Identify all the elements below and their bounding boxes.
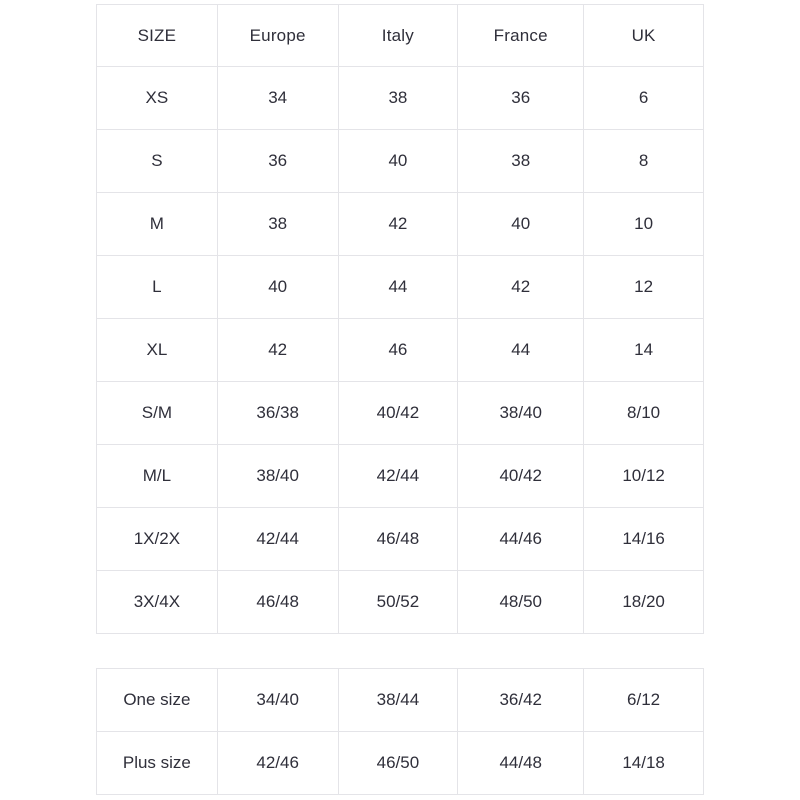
cell-europe: 34 — [217, 67, 338, 130]
row-label: 3X/4X — [97, 571, 218, 634]
cell-uk: 6/12 — [584, 669, 704, 732]
cell-uk: 10/12 — [584, 445, 704, 508]
column-header-uk: UK — [584, 5, 704, 67]
table-row — [97, 732, 704, 795]
table-header-row — [97, 5, 704, 67]
row-label: M/L — [97, 445, 218, 508]
cell-europe: 42/44 — [217, 508, 338, 571]
cell-europe: 34/40 — [217, 669, 338, 732]
cell-italy: 42 — [338, 193, 458, 256]
cell-uk: 12 — [584, 256, 704, 319]
cell-uk: 10 — [584, 193, 704, 256]
table-row — [97, 445, 704, 508]
column-header-size: SIZE — [97, 5, 218, 67]
cell-italy: 40/42 — [338, 382, 458, 445]
secondary-size-table-container — [96, 668, 704, 795]
cell-europe: 38/40 — [217, 445, 338, 508]
cell-europe: 42 — [217, 319, 338, 382]
cell-france: 44/46 — [458, 508, 584, 571]
cell-italy: 38/44 — [338, 669, 458, 732]
main-size-table-container — [96, 4, 704, 634]
cell-france: 40/42 — [458, 445, 584, 508]
cell-uk: 14/16 — [584, 508, 704, 571]
one-size-plus-size-table — [96, 668, 704, 795]
table-row — [97, 571, 704, 634]
row-label: L — [97, 256, 218, 319]
cell-france: 42 — [458, 256, 584, 319]
column-header-europe: Europe — [217, 5, 338, 67]
cell-france: 38/40 — [458, 382, 584, 445]
cell-europe: 38 — [217, 193, 338, 256]
cell-uk: 18/20 — [584, 571, 704, 634]
cell-italy: 50/52 — [338, 571, 458, 634]
cell-europe: 46/48 — [217, 571, 338, 634]
cell-france: 40 — [458, 193, 584, 256]
table-row — [97, 67, 704, 130]
table-row — [97, 130, 704, 193]
column-header-italy: Italy — [338, 5, 458, 67]
cell-europe: 36 — [217, 130, 338, 193]
table-row — [97, 669, 704, 732]
cell-uk: 14/18 — [584, 732, 704, 795]
cell-italy: 46/48 — [338, 508, 458, 571]
cell-france: 48/50 — [458, 571, 584, 634]
cell-italy: 44 — [338, 256, 458, 319]
cell-italy: 46/50 — [338, 732, 458, 795]
row-label: XL — [97, 319, 218, 382]
row-label: One size — [97, 669, 218, 732]
table-row — [97, 256, 704, 319]
cell-uk: 8 — [584, 130, 704, 193]
cell-europe: 40 — [217, 256, 338, 319]
row-label: S/M — [97, 382, 218, 445]
cell-france: 36/42 — [458, 669, 584, 732]
table-row — [97, 382, 704, 445]
cell-italy: 38 — [338, 67, 458, 130]
column-header-france: France — [458, 5, 584, 67]
row-label: XS — [97, 67, 218, 130]
cell-italy: 42/44 — [338, 445, 458, 508]
row-label: M — [97, 193, 218, 256]
table-row — [97, 508, 704, 571]
cell-france: 44 — [458, 319, 584, 382]
table-row — [97, 193, 704, 256]
cell-france: 44/48 — [458, 732, 584, 795]
cell-france: 36 — [458, 67, 584, 130]
cell-italy: 40 — [338, 130, 458, 193]
cell-france: 38 — [458, 130, 584, 193]
row-label: 1X/2X — [97, 508, 218, 571]
cell-europe: 36/38 — [217, 382, 338, 445]
row-label: Plus size — [97, 732, 218, 795]
row-label: S — [97, 130, 218, 193]
cell-uk: 6 — [584, 67, 704, 130]
table-row — [97, 319, 704, 382]
cell-uk: 8/10 — [584, 382, 704, 445]
cell-uk: 14 — [584, 319, 704, 382]
size-conversion-table — [96, 4, 704, 634]
cell-italy: 46 — [338, 319, 458, 382]
cell-europe: 42/46 — [217, 732, 338, 795]
